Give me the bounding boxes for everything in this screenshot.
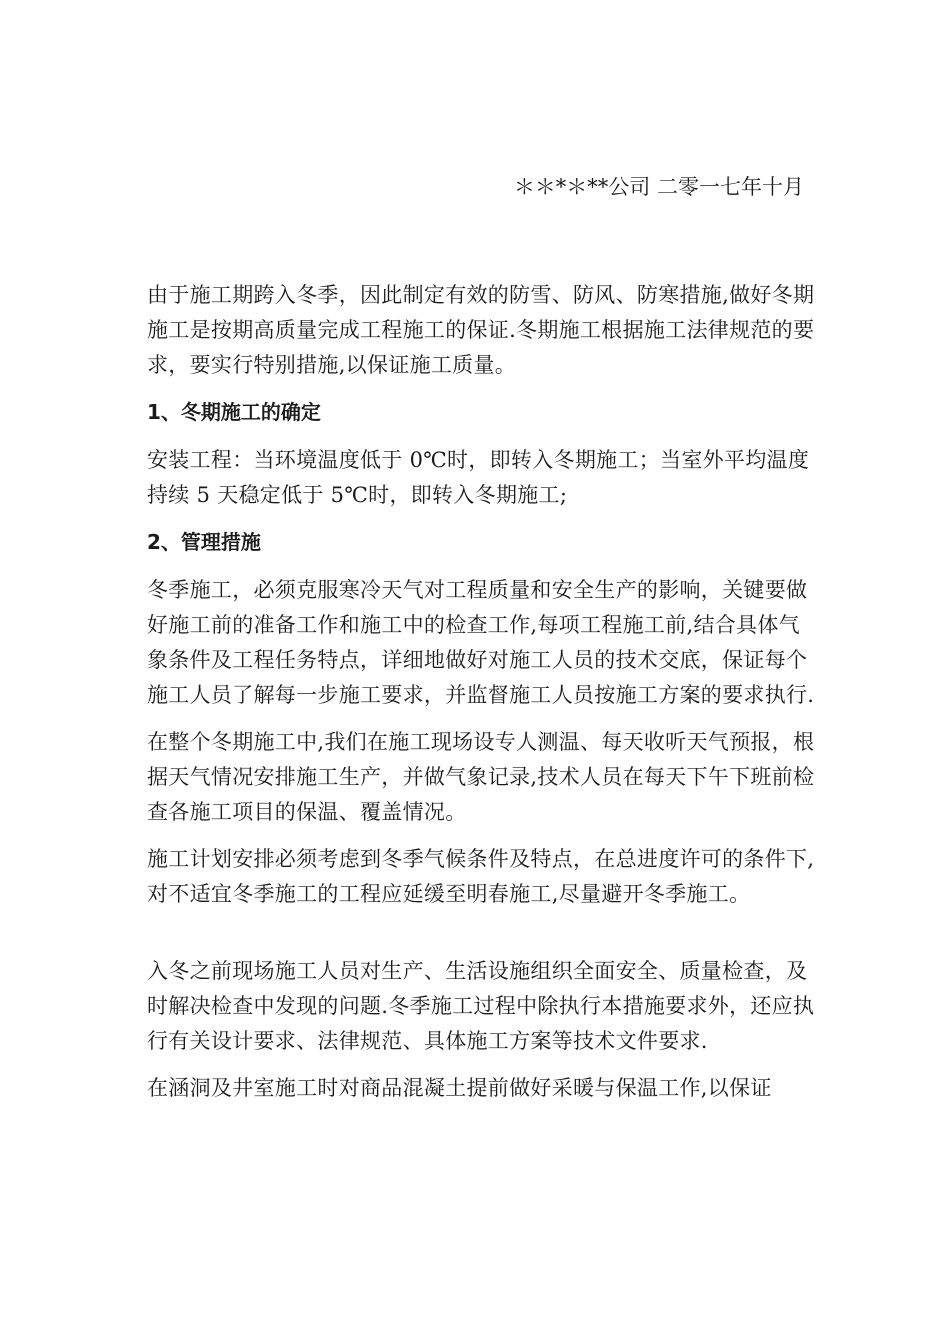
section-2-paragraph-4: 入冬之前现场施工人员对生产、生活设施组织全面安全、质量检查，及时解决检查中发现的问题.冬季施工过程中除执行本措施要求外，还应执行有关设计要求、法律规范、具体施工方案等技术文件要求. <box>147 959 815 1053</box>
section-2-heading: 2、管理措施 <box>147 530 261 554</box>
intro-paragraph: 由于施工期跨入冬季，因此制定有效的防雪、防风、防寒措施,做好冬期施工是按期高质量完成工程施工的保证.冬期施工根据施工法律规范的要求，要实行特别措施,以保证施工质量。 <box>147 283 815 377</box>
section-2-paragraph-2: 在整个冬期施工中,我们在施工现场设专人测温、每天收听天气预报，根据天气情况安排施工生产，并做气象记录,技术人员在每天下午下班前检查各施工项目的保温、覆盖情况。 <box>147 730 815 824</box>
section-2-paragraph-5: 在涵洞及井室施工时对商品混凝土提前做好采暖与保温工作,以保证 <box>147 1076 772 1100</box>
blank-line <box>147 924 817 954</box>
company-date-line: ＊＊*＊**公司 二零一七年十月 <box>513 175 804 199</box>
section-2-paragraph-1: 冬季施工，必须克服寒冷天气对工程质量和安全生产的影响，关键要做好施工前的准备工作和施工中的检查工作,每项工程施工前,结合具体气象条件及工程任务特点，详细地做好对施工人员的技术交底，保证每个施工人员了解每一步施工要求，并监督施工人员按施工方案的要求执行. <box>147 578 815 707</box>
section-1-heading: 1、冬期施工的确定 <box>147 400 321 424</box>
section-1-paragraph: 安装工程：当环境温度低于 0℃时，即转入冬期施工；当室外平均温度持续 5 天稳定低于 5℃时，即转入冬期施工; <box>147 448 810 507</box>
section-2-paragraph-3: 施工计划安排必须考虑到冬季气候条件及特点，在总进度许可的条件下,对不适宜冬季施工的工程应延缓至明春施工,尽量避开冬季施工。 <box>147 847 815 906</box>
document-body <box>147 278 817 1118</box>
